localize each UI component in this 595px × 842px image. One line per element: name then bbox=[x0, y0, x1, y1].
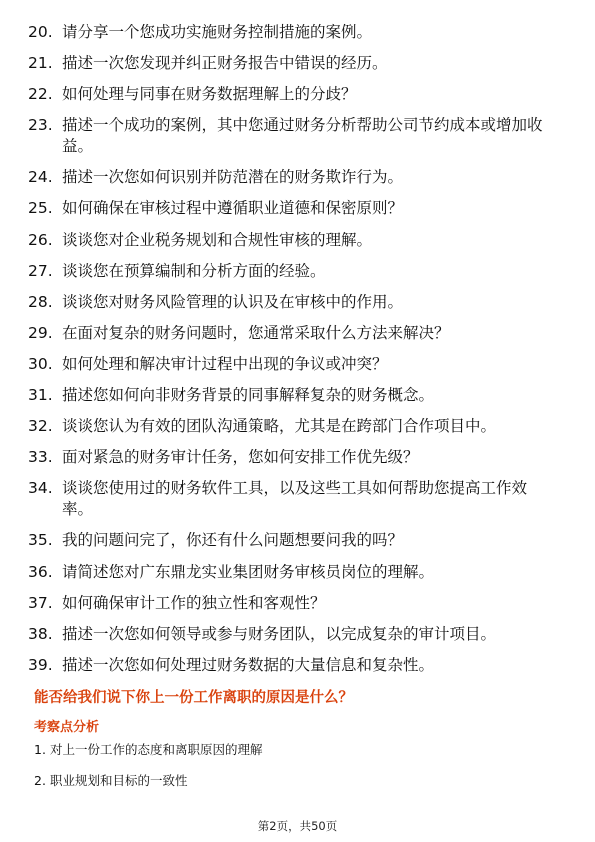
point-number: 2. bbox=[34, 773, 46, 788]
question-item bbox=[0, 354, 595, 375]
question-text: 请分享一个您成功实施财务控制措施的案例。 bbox=[62, 23, 373, 41]
point-text: 职业规划和目标的一致性 bbox=[49, 773, 188, 788]
question-number: 32. bbox=[28, 417, 53, 436]
question-number: 21. bbox=[28, 54, 53, 73]
question-item bbox=[0, 115, 595, 157]
question-item bbox=[0, 385, 595, 406]
question-number: 28. bbox=[28, 292, 53, 311]
question-number: 31. bbox=[28, 386, 53, 405]
question-text: 我的问题问完了，你还有什么问题想要问我的吗？ bbox=[62, 531, 404, 550]
question-number: 22. bbox=[28, 85, 53, 104]
question-number: 36. bbox=[28, 562, 53, 581]
question-text: 谈谈您对财务风险管理的认识及在审核中的作用。 bbox=[62, 292, 404, 311]
question-text: 描述一个成功的案例，其中您通过财务分析帮助公司节约成本或增加收益。 bbox=[62, 116, 543, 156]
question-item bbox=[0, 655, 595, 676]
question-number: 23. bbox=[28, 116, 53, 135]
question-item bbox=[0, 53, 595, 74]
question-number: 34. bbox=[28, 479, 53, 498]
question-text: 描述一次您发现并纠正财务报告中错误的经历。 bbox=[62, 54, 388, 73]
question-item bbox=[0, 323, 595, 344]
question-item bbox=[0, 447, 595, 468]
question-item bbox=[0, 292, 595, 313]
point-number: 1. bbox=[34, 742, 46, 757]
question-text: 请简述您对广东鼎龙实业集团财务审核员岗位的理解。 bbox=[62, 562, 435, 581]
question-number: 37. bbox=[28, 593, 53, 612]
question-item bbox=[0, 261, 595, 282]
question-number: 20. bbox=[28, 23, 53, 41]
question-text: 如何处理和解决审计过程中出现的争议或冲突？ bbox=[62, 354, 388, 373]
analysis-point bbox=[34, 742, 554, 758]
analysis-point bbox=[34, 773, 554, 789]
page-number-footer: 第2页，共50页 bbox=[257, 819, 338, 833]
question-text: 谈谈您认为有效的团队沟通策略，尤其是在跨部门合作项目中。 bbox=[62, 417, 497, 436]
question-item bbox=[0, 530, 595, 551]
question-item bbox=[0, 624, 595, 645]
question-text: 描述您如何向非财务背景的同事解释复杂的财务概念。 bbox=[62, 386, 435, 405]
question-text: 如何处理与同事在财务数据理解上的分歧？ bbox=[62, 85, 357, 104]
question-text: 描述一次您如何处理过财务数据的大量信息和复杂性。 bbox=[62, 655, 435, 674]
question-number: 35. bbox=[28, 531, 53, 550]
question-number: 25. bbox=[28, 199, 53, 218]
question-text: 如何确保在审核过程中遵循职业道德和保密原则？ bbox=[62, 199, 404, 218]
question-text: 谈谈您在预算编制和分析方面的经验。 bbox=[62, 261, 326, 280]
question-number: 29. bbox=[28, 323, 53, 342]
section-heading: 能否给我们说下你上一份工作离职的原因是什么？ bbox=[34, 690, 353, 706]
point-text: 对上一份工作的态度和离职原因的理解 bbox=[49, 742, 263, 757]
question-text: 谈谈您使用过的财务软件工具，以及这些工具如何帮助您提高工作效率。 bbox=[62, 479, 528, 519]
question-number: 39. bbox=[28, 655, 53, 674]
question-item bbox=[0, 478, 595, 520]
question-text: 面对紧急的财务审计任务，您如何安排工作优先级？ bbox=[62, 448, 419, 467]
question-number: 30. bbox=[28, 354, 53, 373]
question-text: 谈谈您对企业税务规划和合规性审核的理解。 bbox=[62, 230, 373, 249]
question-number: 33. bbox=[28, 448, 53, 467]
question-text: 在面对复杂的财务问题时，您通常采取什么方法来解决？ bbox=[62, 323, 450, 342]
question-item bbox=[0, 167, 595, 188]
question-item bbox=[0, 416, 595, 437]
question-number: 26. bbox=[28, 230, 53, 249]
analysis-point-list bbox=[34, 742, 554, 804]
question-item bbox=[0, 593, 595, 614]
question-item bbox=[0, 562, 595, 583]
question-item bbox=[0, 198, 595, 219]
question-number: 38. bbox=[28, 624, 53, 643]
question-text: 如何确保审计工作的独立性和客观性？ bbox=[62, 593, 326, 612]
question-text: 描述一次您如何识别并防范潜在的财务欺诈行为。 bbox=[62, 168, 404, 187]
question-item bbox=[0, 84, 595, 105]
question-item bbox=[0, 230, 595, 251]
question-number: 27. bbox=[28, 261, 53, 280]
question-text: 描述一次您如何领导或参与财务团队，以完成复杂的审计项目。 bbox=[62, 624, 497, 643]
question-item bbox=[0, 22, 595, 43]
question-list bbox=[0, 22, 595, 686]
question-number: 24. bbox=[28, 168, 53, 187]
analysis-subheading: 考察点分析 bbox=[34, 720, 100, 735]
